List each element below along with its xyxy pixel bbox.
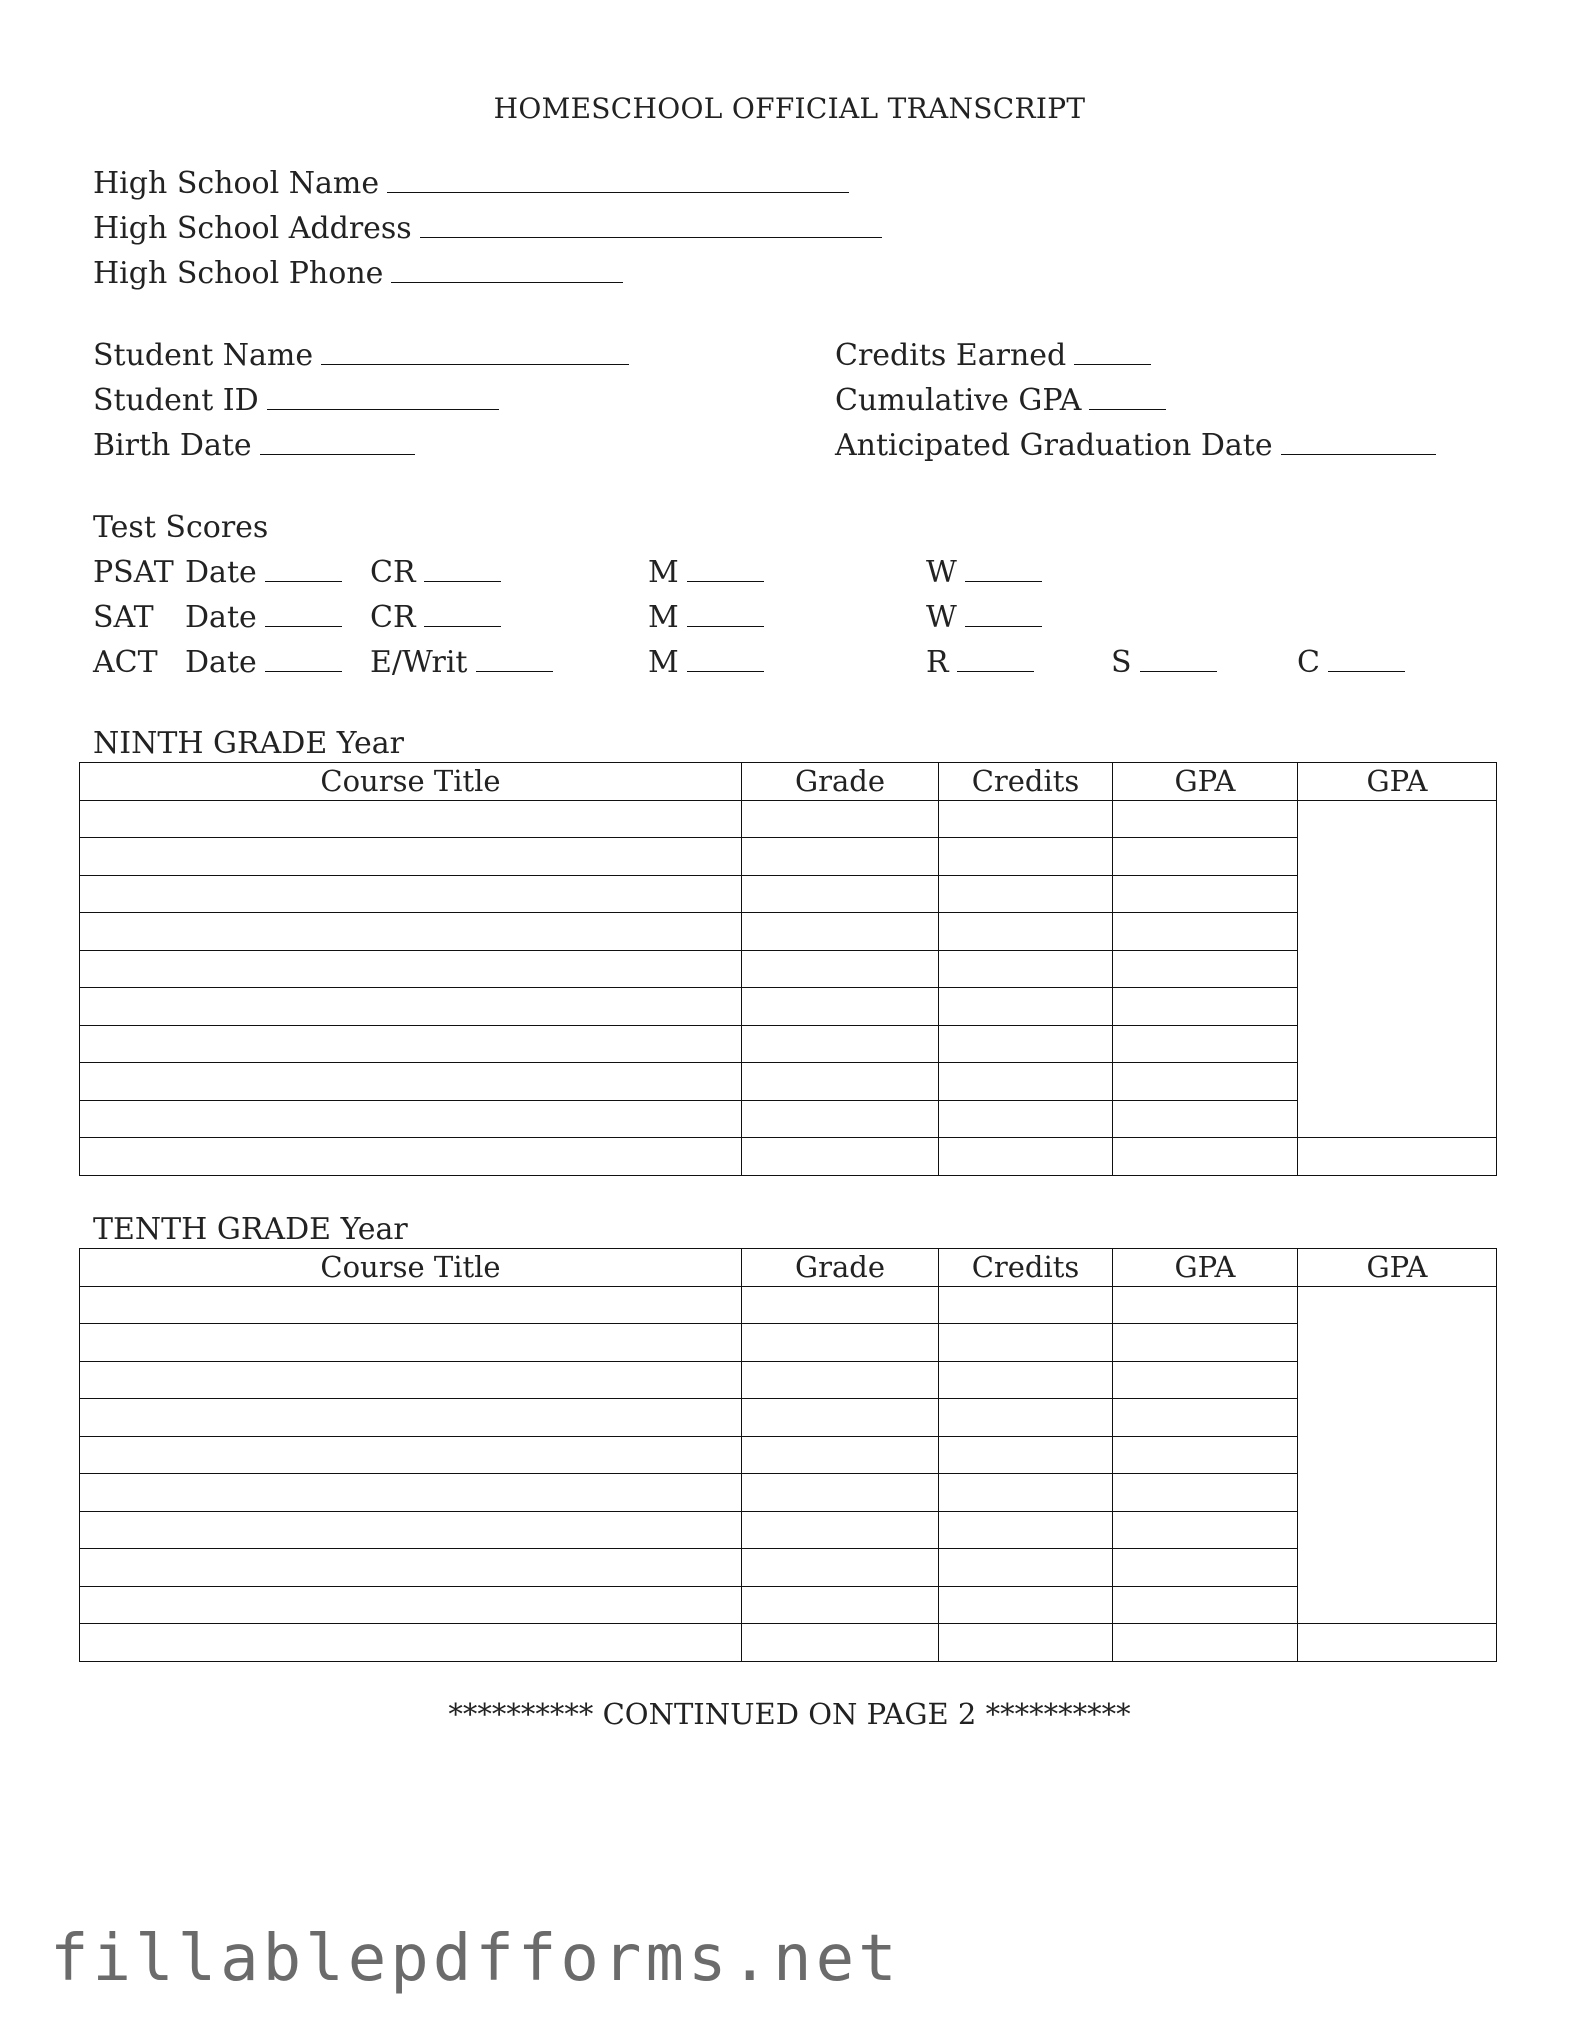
gpa-total-cell[interactable] [1298,913,1497,951]
grade-cell[interactable] [742,800,939,838]
gpa-total-cell[interactable] [1298,1586,1497,1624]
table-header-row [80,763,1497,801]
gpa-total-cell[interactable] [1298,838,1497,876]
col-course-title: Course Title [80,763,742,801]
credits-cell[interactable] [939,1025,1113,1063]
credits-cell[interactable] [939,1624,1113,1662]
gpa-total-cell[interactable] [1298,950,1497,988]
psat-m-label: M [648,555,679,590]
grade-cell[interactable] [742,1361,939,1399]
school-name-field[interactable] [387,166,849,193]
course-title-cell[interactable] [80,1361,742,1399]
cumulative-gpa-field[interactable] [1089,383,1166,410]
course-title-cell[interactable] [80,1025,742,1063]
table-row [80,988,1497,1026]
gpa-cell[interactable] [1113,988,1298,1026]
credits-cell[interactable] [939,1324,1113,1362]
act-date-label: Date [185,645,257,680]
table-header-row [80,1249,1497,1287]
credits-cell[interactable] [939,1436,1113,1474]
grade-cell[interactable] [742,988,939,1026]
student-name-field[interactable] [321,338,629,365]
gpa-total-cell[interactable] [1298,1436,1497,1474]
act-c-field[interactable] [1328,645,1405,672]
credits-cell[interactable] [939,1100,1113,1138]
school-name-label: High School Name [93,166,380,201]
table-row [80,1361,1497,1399]
birth-date-field[interactable] [260,428,415,455]
gpa-cell[interactable] [1113,1100,1298,1138]
course-title-cell[interactable] [80,1511,742,1549]
table-row [80,1138,1497,1176]
student-name-row [93,338,629,374]
act-ewrit [370,645,553,681]
grade-cell[interactable] [742,1624,939,1662]
act-c [1297,645,1405,681]
col-gpa-total: GPA [1298,1249,1497,1287]
act-ewrit-field[interactable] [476,645,553,672]
course-title-cell[interactable] [80,1063,742,1101]
table-row [80,1549,1497,1587]
gpa-cell[interactable] [1113,913,1298,951]
grade-cell[interactable] [742,1324,939,1362]
act-m-label: M [648,645,679,680]
sat-label: SAT [93,600,154,635]
psat-date [185,555,342,591]
school-address-field[interactable] [420,211,882,238]
table-row [80,1474,1497,1512]
credits-cell[interactable] [939,1286,1113,1324]
gpa-cell[interactable] [1113,1025,1298,1063]
graduation-date-label: Anticipated Graduation Date [835,428,1273,463]
table-row [80,875,1497,913]
course-title-cell[interactable] [80,1474,742,1512]
act-s [1111,645,1217,681]
graduation-date-field[interactable] [1281,428,1436,455]
birth-date-label: Birth Date [93,428,252,463]
grade-cell[interactable] [742,1100,939,1138]
student-id-field[interactable] [267,383,499,410]
table-row [80,1100,1497,1138]
sat-m-label: M [648,600,679,635]
sat-cr [370,600,501,636]
credits-cell[interactable] [939,913,1113,951]
gpa-total-cell[interactable] [1298,1511,1497,1549]
course-title-cell[interactable] [80,1436,742,1474]
school-phone-label: High School Phone [93,256,384,291]
continued-note: ********** CONTINUED ON PAGE 2 ********** [448,1697,1131,1731]
gpa-total-cell[interactable] [1298,1286,1497,1324]
col-grade: Grade [742,1249,939,1287]
table-row [80,1025,1497,1063]
gpa-total-cell[interactable] [1298,1324,1497,1362]
psat-date-label: Date [185,555,257,590]
school-address-label: High School Address [93,211,412,246]
credits-cell[interactable] [939,988,1113,1026]
psat-cr [370,555,501,591]
watermark-text: fillablepdfforms.net [50,1922,901,1996]
credits-cell[interactable] [939,1474,1113,1512]
table-row [80,1511,1497,1549]
col-gpa-total: GPA [1298,763,1497,801]
col-credits: Credits [939,763,1113,801]
course-title-cell[interactable] [80,1399,742,1437]
psat-m-field[interactable] [687,555,764,582]
act-date-field[interactable] [265,645,342,672]
course-title-cell[interactable] [80,1286,742,1324]
gpa-cell[interactable] [1113,1361,1298,1399]
sat-date-label: Date [185,600,257,635]
gpa-total-cell[interactable] [1298,800,1497,838]
credits-earned-row [835,338,1151,374]
grade-cell[interactable] [742,950,939,988]
gpa-total-cell[interactable] [1298,1549,1497,1587]
gpa-total-cell[interactable] [1298,1399,1497,1437]
credits-earned-label: Credits Earned [835,338,1067,373]
credits-cell[interactable] [939,1399,1113,1437]
act-ewrit-label: E/Writ [370,645,468,680]
sat-cr-field[interactable] [424,600,501,627]
gpa-cell[interactable] [1113,1063,1298,1101]
credits-cell[interactable] [939,1361,1113,1399]
credits-earned-field[interactable] [1074,338,1151,365]
credits-cell[interactable] [939,1511,1113,1549]
grade-cell[interactable] [742,1474,939,1512]
course-title-cell[interactable] [80,875,742,913]
table-row [80,1399,1497,1437]
act-m-field[interactable] [687,645,764,672]
table-row [80,1063,1497,1101]
table-row [80,838,1497,876]
sat-w [926,600,1042,636]
act-s-field[interactable] [1140,645,1217,672]
act-s-label: S [1111,645,1132,680]
tenth-grade-table [79,1248,1497,1662]
gpa-total-cell[interactable] [1298,1624,1497,1662]
psat-date-field[interactable] [265,555,342,582]
credits-cell[interactable] [939,1586,1113,1624]
school-phone-row [93,256,623,292]
table-row [80,1586,1497,1624]
cumulative-gpa-row [835,383,1166,419]
gpa-total-cell[interactable] [1298,1361,1497,1399]
grade-cell[interactable] [742,1511,939,1549]
sat-cr-label: CR [370,600,416,635]
grade-cell[interactable] [742,913,939,951]
gpa-cell[interactable] [1113,875,1298,913]
tenth-grade-heading: TENTH GRADE Year [93,1212,408,1247]
gpa-cell[interactable] [1113,1138,1298,1176]
act-label: ACT [93,645,158,680]
act-c-label: C [1297,645,1320,680]
credits-cell[interactable] [939,875,1113,913]
sat-w-label: W [926,600,957,635]
grade-cell[interactable] [742,1138,939,1176]
gpa-total-cell[interactable] [1298,988,1497,1026]
table-row [80,913,1497,951]
gpa-cell[interactable] [1113,1549,1298,1587]
table-row [80,1324,1497,1362]
grade-cell[interactable] [742,1063,939,1101]
psat-w [926,555,1042,591]
gpa-cell[interactable] [1113,950,1298,988]
psat-label: PSAT [93,555,174,590]
grade-cell[interactable] [742,875,939,913]
ninth-grade-table [79,762,1497,1176]
table-row [80,1286,1497,1324]
credits-cell[interactable] [939,1549,1113,1587]
course-title-cell[interactable] [80,1586,742,1624]
document-title: HOMESCHOOL OFFICIAL TRANSCRIPT [493,92,1086,125]
gpa-total-cell[interactable] [1298,1100,1497,1138]
student-id-row [93,383,499,419]
school-phone-field[interactable] [391,256,623,283]
gpa-total-cell[interactable] [1298,1138,1497,1176]
credits-cell[interactable] [939,800,1113,838]
course-title-cell[interactable] [80,838,742,876]
act-r [926,645,1034,681]
table-row [80,1624,1497,1662]
gpa-cell[interactable] [1113,1624,1298,1662]
gpa-total-cell[interactable] [1298,1474,1497,1512]
gpa-cell[interactable] [1113,838,1298,876]
school-address-row [93,211,882,247]
gpa-cell[interactable] [1113,1324,1298,1362]
course-title-cell[interactable] [80,800,742,838]
credits-cell[interactable] [939,1063,1113,1101]
gpa-cell[interactable] [1113,1474,1298,1512]
act-r-field[interactable] [957,645,1034,672]
gpa-total-cell[interactable] [1298,1025,1497,1063]
course-title-cell[interactable] [80,913,742,951]
course-title-cell[interactable] [80,1138,742,1176]
table-row [80,950,1497,988]
psat-cr-label: CR [370,555,416,590]
test-scores-heading: Test Scores [93,510,269,545]
course-title-cell[interactable] [80,1624,742,1662]
psat-w-field[interactable] [965,555,1042,582]
sat-m [648,600,764,636]
course-title-cell[interactable] [80,950,742,988]
grade-cell[interactable] [742,1549,939,1587]
course-title-cell[interactable] [80,1100,742,1138]
gpa-cell[interactable] [1113,800,1298,838]
grade-cell[interactable] [742,1399,939,1437]
col-gpa: GPA [1113,1249,1298,1287]
act-r-label: R [926,645,949,680]
col-credits: Credits [939,1249,1113,1287]
gpa-cell[interactable] [1113,1436,1298,1474]
psat-w-label: W [926,555,957,590]
course-title-cell[interactable] [80,988,742,1026]
grade-cell[interactable] [742,1025,939,1063]
cumulative-gpa-label: Cumulative GPA [835,383,1082,418]
grade-cell[interactable] [742,1286,939,1324]
grade-cell[interactable] [742,1436,939,1474]
course-title-cell[interactable] [80,1324,742,1362]
gpa-cell[interactable] [1113,1286,1298,1324]
psat-cr-field[interactable] [424,555,501,582]
table-row [80,1436,1497,1474]
sat-m-field[interactable] [687,600,764,627]
table-row [80,800,1497,838]
sat-w-field[interactable] [965,600,1042,627]
grade-cell[interactable] [742,838,939,876]
course-title-cell[interactable] [80,1549,742,1587]
psat-m [648,555,764,591]
credits-cell[interactable] [939,838,1113,876]
school-name-row [93,166,849,202]
graduation-date-row [835,428,1436,464]
gpa-cell[interactable] [1113,1586,1298,1624]
act-m [648,645,764,681]
col-grade: Grade [742,763,939,801]
credits-cell[interactable] [939,1138,1113,1176]
student-name-label: Student Name [93,338,314,373]
sat-date [185,600,342,636]
grade-cell[interactable] [742,1586,939,1624]
gpa-cell[interactable] [1113,1399,1298,1437]
birth-date-row [93,428,415,464]
ninth-grade-heading: NINTH GRADE Year [93,726,404,761]
credits-cell[interactable] [939,950,1113,988]
gpa-total-cell[interactable] [1298,875,1497,913]
gpa-cell[interactable] [1113,1511,1298,1549]
student-id-label: Student ID [93,383,259,418]
col-gpa: GPA [1113,763,1298,801]
col-course-title: Course Title [80,1249,742,1287]
gpa-total-cell[interactable] [1298,1063,1497,1101]
act-date [185,645,342,681]
sat-date-field[interactable] [265,600,342,627]
